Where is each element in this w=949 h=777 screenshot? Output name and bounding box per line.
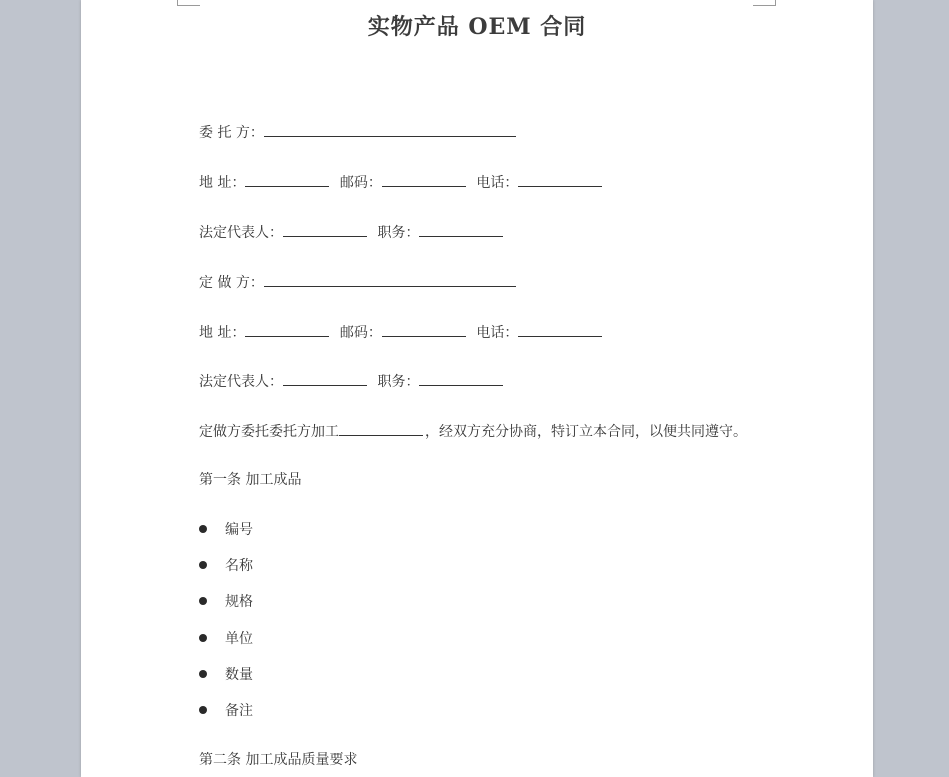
client-phone-label: 电话：: [476, 175, 519, 191]
list-item-label: 规格: [225, 594, 253, 610]
maker-address-label: 地 址：: [199, 325, 246, 341]
client-postcode-label: 邮码：: [339, 175, 382, 191]
client-postcode-blank[interactable]: [382, 172, 466, 187]
intro-paragraph: [199, 421, 747, 441]
list-item: [199, 521, 253, 539]
client-name-blank[interactable]: [264, 122, 516, 137]
bullet-icon: [199, 706, 207, 714]
maker-position-blank[interactable]: [419, 371, 503, 386]
bullet-icon: [199, 670, 207, 678]
list-item-label: 单位: [225, 631, 253, 647]
maker-position-label: 职务：: [377, 374, 420, 390]
list-item: [199, 630, 253, 648]
list-item: [199, 702, 253, 720]
maker-line: [199, 272, 522, 292]
crop-mark-top-left: [177, 0, 200, 6]
list-item: [199, 666, 253, 684]
maker-address-blank[interactable]: [245, 322, 329, 337]
article-1-heading: 第一条 加工成品: [199, 472, 302, 488]
list-item: [199, 557, 253, 575]
client-address-label: 地 址：: [199, 175, 246, 191]
intro-prefix: 定做方委托委托方加工: [199, 424, 339, 440]
client-rep-label: 法定代表人：: [199, 225, 283, 241]
list-item-label: 数量: [225, 667, 253, 683]
client-rep-blank[interactable]: [283, 222, 367, 237]
intro-product-blank[interactable]: [339, 421, 423, 436]
client-position-label: 职务：: [377, 225, 420, 241]
list-item: [199, 593, 253, 611]
client-label: 委 托 方：: [199, 125, 264, 141]
crop-mark-top-right: [753, 0, 776, 6]
client-address-blank[interactable]: [245, 172, 329, 187]
maker-rep-label: 法定代表人：: [199, 374, 283, 390]
document-page[interactable]: [81, 0, 873, 777]
intro-suffix: ，经双方充分协商，特订立本合同，以便共同遵守。: [425, 424, 747, 440]
maker-rep-line: [199, 371, 509, 391]
article-2-heading: 第二条 加工成品质量要求: [199, 752, 358, 768]
maker-postcode-blank[interactable]: [382, 322, 466, 337]
bullet-icon: [199, 525, 207, 533]
client-phone-blank[interactable]: [518, 172, 602, 187]
maker-label: 定 做 方：: [199, 275, 264, 291]
maker-phone-blank[interactable]: [518, 322, 602, 337]
client-position-blank[interactable]: [419, 222, 503, 237]
document-title: 实物产品 OEM 合同: [367, 14, 587, 40]
client-line: [199, 122, 522, 142]
client-rep-line: [199, 222, 509, 242]
client-address-line: [199, 172, 608, 192]
maker-rep-blank[interactable]: [283, 371, 367, 386]
maker-address-line: [199, 322, 608, 342]
bullet-icon: [199, 634, 207, 642]
list-item-label: 名称: [225, 558, 253, 574]
bullet-icon: [199, 561, 207, 569]
maker-phone-label: 电话：: [476, 325, 519, 341]
list-item-label: 备注: [225, 703, 253, 719]
maker-postcode-label: 邮码：: [339, 325, 382, 341]
maker-name-blank[interactable]: [264, 272, 516, 287]
bullet-icon: [199, 597, 207, 605]
list-item-label: 编号: [225, 522, 253, 538]
